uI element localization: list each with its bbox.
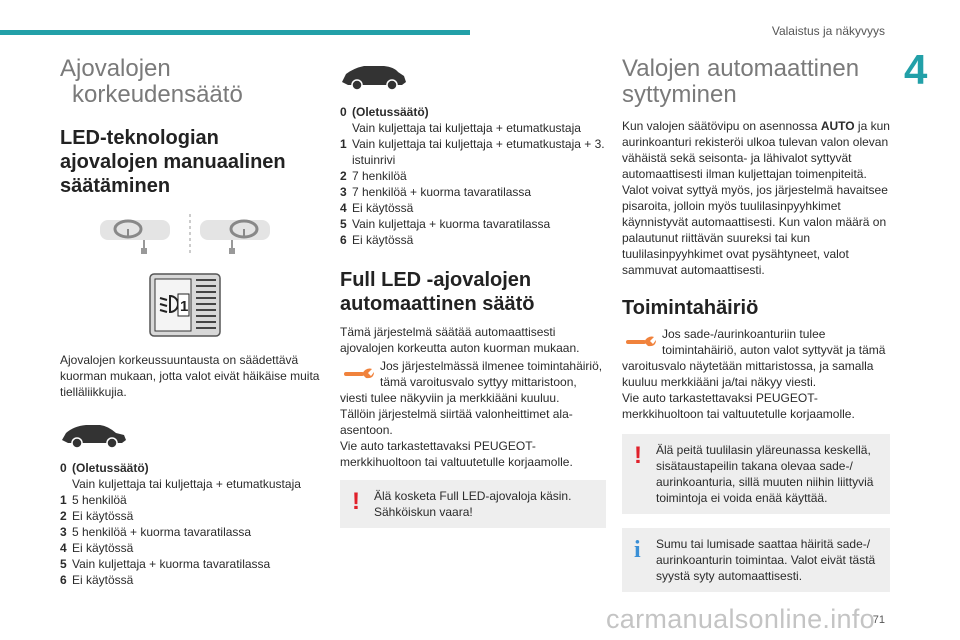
legend-item: [60, 524, 320, 540]
middle-fault-text: Jos järjestelmässä ilmenee toimintahäiriö, tämä varoitusvalo syttyy mittaristoon, viesti tulee näkyviin ja merkkiääni kuuluu.: [340, 359, 603, 405]
right-fault-text: Jos sade-/aurinkoanturiin tulee toimintahäiriö, auton valot syttyvät ja tämä varoitusvalo näytetään mittaristossa, ja samalla kuuluu merkkiääni ja/tai näkyy viesti.: [622, 327, 886, 389]
legend-label: (Oletussäätö): [72, 461, 149, 475]
legend-item: [60, 540, 320, 556]
legend-item: [60, 572, 320, 588]
legend-label: 7 henkilöä + kuorma tavaratilassa: [352, 185, 532, 199]
left-title-line2: korkeudensäätö: [72, 81, 243, 108]
legend-item: [340, 168, 606, 184]
right-title-line2: syttyminen: [622, 81, 737, 108]
legend-label: (Oletussäätö): [352, 105, 429, 119]
legend-label: 7 henkilöä: [352, 169, 407, 183]
car-icon-7-seat: [340, 58, 410, 92]
legend-item: [340, 120, 606, 136]
left-title-line1: Ajovalojen: [60, 55, 171, 82]
legend-key: 5: [340, 217, 347, 231]
legend-item: [60, 508, 320, 524]
legend-label: Vain kuljettaja tai kuljettaja + etumatkustaja + 3. istuinrivi: [352, 137, 605, 167]
legend-item: [340, 200, 606, 216]
legend-key: [340, 120, 350, 136]
legend-key: 2: [340, 169, 347, 183]
steering-wheel-diagram: [60, 210, 310, 260]
right-fault-text2: Vie auto tarkastettavaksi PEUGEOT-merkkihuoltoon tai valtuutetulle korjaamolle.: [622, 391, 855, 421]
right-column: [622, 56, 890, 592]
left-subtitle: LED-teknologian ajovalojen manuaalinen säätäminen: [60, 127, 286, 197]
right-info-text: Sumu tai lumisade saattaa häiritä sade-/ aurinkoanturin toimintaa. Valot eivät tästä syystä syty automaattisesti.: [656, 537, 876, 583]
middle-warning-box: [340, 480, 606, 528]
legend-key: 4: [340, 201, 347, 215]
header-accent-bar: [0, 30, 470, 35]
info-icon: i: [634, 537, 641, 563]
legend-item: [340, 184, 606, 200]
legend-label: 5 henkilöä: [72, 493, 127, 507]
right-fault-block: [622, 326, 890, 422]
legend-label: Ei käytössä: [72, 573, 134, 587]
legend-key: 6: [340, 233, 347, 247]
right-title-line1: Valojen automaattinen: [622, 55, 860, 82]
middle-heading: Full LED -ajovalojen automaattinen säätö: [340, 269, 535, 315]
warning-icon: !: [352, 488, 360, 515]
left-body: Ajovalojen korkeussuuntausta on säädettävä kuorman mukaan, jotta valot eivät häikäise muita tielläliikkujia.: [60, 353, 320, 399]
legend-item: [340, 136, 606, 168]
legend-item: [60, 460, 320, 476]
middle-fault-text3: Vie auto tarkastettavaksi PEUGEOT-merkkihuoltoon tai valtuutetulle korjaamolle.: [340, 439, 573, 469]
legend-key: 6: [60, 573, 67, 587]
legend-key: 0: [340, 105, 347, 119]
warning-icon: !: [634, 442, 642, 469]
right-body: [622, 118, 890, 278]
svg-text:1: 1: [180, 298, 189, 315]
right-warning-text: Älä peitä tuulilasin yläreunassa keskellä, sisätaustapeilin takana olevaa sade-/ aurinkoanturia, sillä muuten niihin liittyviä toimintoja ei voida enää käyttää.: [656, 443, 874, 505]
middle-warning-text: Älä kosketa Full LED-ajovaloja käsin. Sähköiskun vaara!: [374, 489, 572, 519]
wrench-icon: [622, 328, 658, 352]
middle-intro: Tämä järjestelmä säätää automaattisesti ajovalojen korkeutta auton kuorman mukaan.: [340, 325, 580, 355]
legend-item: [60, 476, 320, 492]
middle-column: [340, 56, 606, 528]
legend-item: [340, 232, 606, 248]
legend-label: Ei käytössä: [352, 201, 414, 215]
legend-label: Ei käytössä: [352, 233, 414, 247]
middle-legend: [340, 104, 606, 248]
legend-key: 0: [60, 461, 67, 475]
left-column: [60, 56, 320, 588]
legend-key: 1: [60, 493, 67, 507]
legend-label: 5 henkilöä + kuorma tavaratilassa: [72, 525, 252, 539]
car-icon-5-seat: [60, 416, 130, 450]
legend-label: Vain kuljettaja tai kuljettaja + etumatkustaja: [352, 121, 581, 135]
left-title: [60, 56, 320, 108]
wrench-icon: [340, 360, 376, 384]
lhd-wheel-icon: [200, 220, 270, 254]
legend-key: 3: [60, 525, 67, 539]
legend-item: [340, 216, 606, 232]
page-number: 71: [872, 614, 885, 626]
legend-item: [60, 556, 320, 572]
right-title: [622, 56, 890, 108]
legend-item: [340, 104, 606, 120]
legend-key: 5: [60, 557, 67, 571]
legend-key: [60, 476, 70, 492]
right-body-pre: Kun valojen säätövipu on asennossa: [622, 119, 821, 133]
rhd-wheel-icon: [100, 220, 170, 254]
legend-label: Vain kuljettaja tai kuljettaja + etumatkustaja: [72, 477, 301, 491]
legend-label: Ei käytössä: [72, 541, 134, 555]
right-warning-box: [622, 434, 890, 514]
middle-fault-block: [340, 358, 606, 470]
watermark: carmanualsonline.info: [606, 604, 875, 634]
right-body-auto: AUTO: [820, 119, 855, 133]
legend-key: 1: [340, 137, 347, 151]
middle-fault-text2: Tällöin järjestelmä siirtää valonheittimet ala-asentoon.: [340, 407, 573, 437]
legend-label: Ei käytössä: [72, 509, 134, 523]
legend-label: Vain kuljettaja + kuorma tavaratilassa: [72, 557, 271, 571]
section-title: Valaistus ja näkyvyys: [771, 24, 885, 38]
chapter-number: 4: [904, 46, 928, 93]
legend-item: [60, 492, 320, 508]
right-body-post: ja kun aurinkoanturi rekisteröi ulkoa tulevan valon olevan vähäistä sekä seisonta- ja lähivalot syttyvät automaattisesti ilman kuljettajan toimenpiteitä. Valot voivat syttyä myös, jos järjestelmä havaitsee pisaroita, jolloin myös tuulilasinpyyhkimet käynnistyvät automaattisesti. Kun valon määrä on palautunut riittävän suureksi tai kun tuulilasinpyyhkimet ovat pysähtyneet, valot sammuvat automaattisesti.: [622, 119, 890, 277]
legend-key: 2: [60, 509, 67, 523]
legend-key: 4: [60, 541, 67, 555]
legend-label: Vain kuljettaja + kuorma tavaratilassa: [352, 217, 551, 231]
height-adjust-thumbwheel: [60, 268, 310, 340]
right-heading: Toimintahäiriö: [622, 297, 759, 319]
right-info-box: [622, 528, 890, 592]
left-legend: [60, 460, 320, 588]
legend-key: 3: [340, 185, 347, 199]
